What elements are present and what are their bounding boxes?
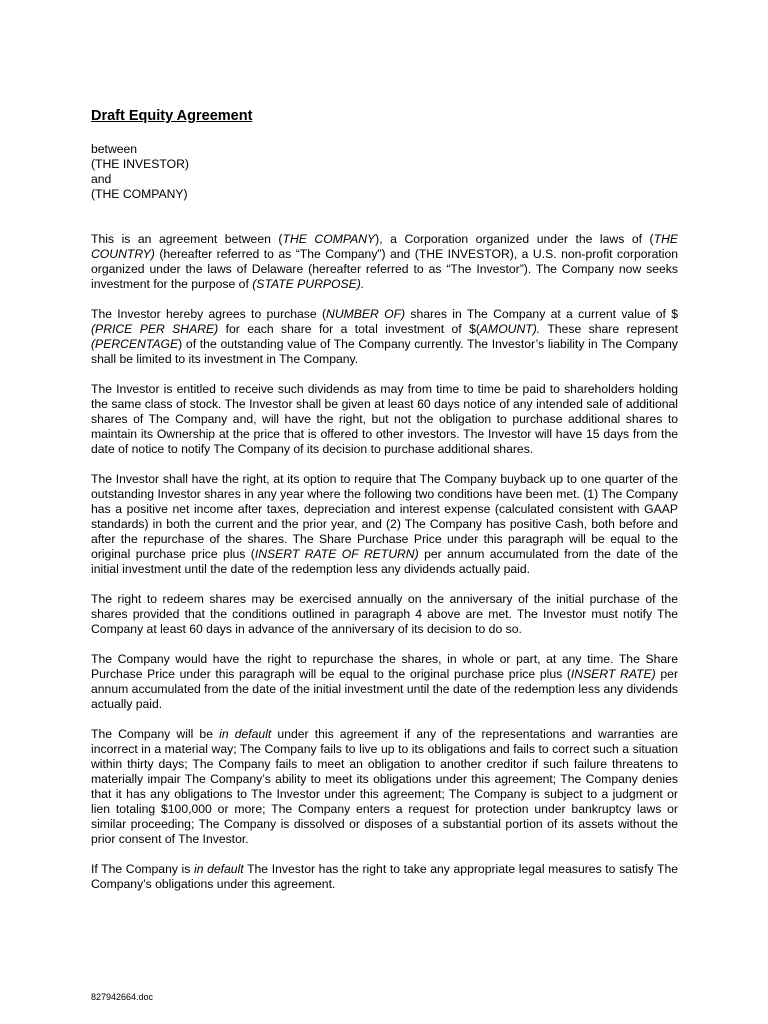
italic-placeholder-text: (PERCENTAGE: [91, 337, 179, 351]
italic-placeholder-text: THE COMPANY: [282, 232, 376, 246]
paragraph-text: The Company would have the right to repurchase the shares, in whole or part, at any time. The Share Purchase Price under this paragraph will be equal to the original purchase price plus (: [91, 652, 678, 681]
parties-line: (THE INVESTOR): [91, 157, 189, 171]
agreement-paragraph: [91, 382, 678, 457]
parties-block: [91, 142, 678, 202]
agreement-paragraphs: [91, 232, 678, 892]
agreement-paragraph: [91, 472, 678, 577]
agreement-paragraph: [91, 862, 678, 892]
italic-placeholder-text: (STATE PURPOSE).: [252, 277, 365, 291]
footer-filename: 827942664.doc: [91, 992, 154, 1002]
italic-placeholder-text: (PRICE PER SHARE): [91, 322, 219, 336]
paragraph-text: (hereafter referred to as “The Company”) and (THE INVESTOR), a U.S. non-profit corporation organized under the laws of Delaware (hereafter referred to as “The Investor”). The Company now seeks investment for the purpose of: [91, 247, 678, 291]
document-body: [91, 107, 678, 907]
paragraph-text: ), a Corporation organized under the laws of (: [375, 232, 654, 246]
italic-placeholder-text: THE COUNTRY): [91, 232, 678, 261]
paragraph-text: The Investor hereby agrees to purchase (: [91, 307, 327, 321]
italic-placeholder-text: AMOUNT).: [479, 322, 541, 336]
italic-placeholder-text: in default: [219, 727, 272, 741]
document-title: Draft Equity Agreement: [91, 108, 253, 124]
parties-line: and: [91, 172, 112, 186]
paragraph-text: The Company will be: [91, 727, 220, 741]
parties-line: between: [91, 142, 138, 156]
paragraph-text: ) of the outstanding value of The Company currently. The Investor’s liability in The Company shall be limited to its investment in The Company.: [91, 337, 678, 366]
paragraph-text: These share represent: [540, 322, 678, 336]
italic-placeholder-text: in default: [193, 862, 244, 876]
paragraph-text: The Investor is entitled to receive such dividends as may from time to time be paid to shareholders holding the same class of stock. The Investor shall be given at least 60 days notice of any intended sale of additional shares of The Company and, will have the right, but not the obligation to purchase additional shares to maintain its Ownership at the price that is offered to other investors. The Investor will have 15 days from the date of notice to notify The Company of its decision to purchase additional shares.: [91, 382, 678, 456]
paragraph-text: per annum accumulated from the date of the initial investment until the date of the redemption less any dividends actually paid.: [91, 667, 678, 711]
italic-placeholder-text: INSERT RATE OF RETURN): [254, 547, 419, 561]
paragraph-text: under this agreement if any of the representations and warranties are incorrect in a material way; The Company fails to live up to its obligations and fails to correct such a situation within thirty days; The Company fails to meet an obligation to another creditor if such failure threatens to materially impair The Company’s ability to meet its obligations under this agreement; The Company denies that it has any obligations to The Investor under this agreement; The Company is subject to a judgment or lien totaling $100,000 or more; The Company enters a request for protection under bankruptcy laws or similar proceeding; The Company is dissolved or disposes of a substantial portion of its assets without the prior consent of The Investor.: [91, 727, 679, 846]
paragraph-text: The Investor shall have the right, at its option to require that The Company buyback up to one quarter of the outstanding Investor shares in any year where the following two conditions have been met. (1) The Company has a positive net income after taxes, depreciation and interest expense (calculated consistent with GAAP standards) in both the current and the prior year, and (2) The Company has positive Cash, both before and after the repurchase of the shares. The Share Purchase Price under this paragraph will be equal to the original purchase price plus (: [91, 472, 678, 561]
paragraph-text: The Investor has the right to take any appropriate legal measures to satisfy The Company’s obligations under this agreement.: [91, 862, 679, 891]
agreement-paragraph: [91, 307, 678, 367]
parties-line: (THE COMPANY): [91, 187, 188, 201]
paragraph-text: If The Company is: [91, 862, 194, 876]
agreement-paragraph: [91, 652, 678, 712]
agreement-paragraph: [91, 232, 678, 292]
paragraph-text: The right to redeem shares may be exercised annually on the anniversary of the initial purchase of the shares provided that the conditions outlined in paragraph 4 above are met. The Investor must notify The Company at least 60 days in advance of the anniversary of its decision to do so.: [91, 592, 678, 636]
italic-placeholder-text: INSERT RATE): [570, 667, 656, 681]
agreement-paragraph: [91, 592, 678, 637]
agreement-paragraph: [91, 727, 678, 847]
paragraph-text: per annum accumulated from the date of the initial investment until the date of the redemption less any dividends actually paid.: [91, 547, 678, 576]
paragraph-text: This is an agreement between (: [91, 232, 283, 246]
paragraph-text: shares in The Company at a current value of $: [405, 307, 678, 321]
paragraph-text: for each share for a total investment of $(: [218, 322, 480, 336]
italic-placeholder-text: NUMBER OF): [326, 307, 406, 321]
